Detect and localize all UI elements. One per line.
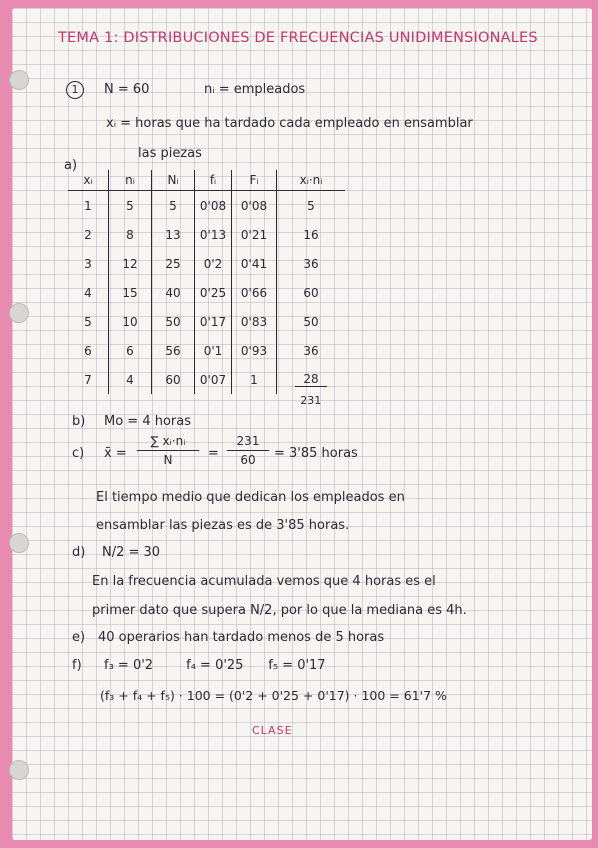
table-row	[68, 307, 345, 336]
frequency-table	[68, 170, 345, 410]
cell-fi: 0'25	[195, 278, 232, 307]
table-row	[68, 336, 345, 365]
cell-Ni: 5	[152, 191, 195, 221]
cell-xini: 50	[277, 307, 346, 336]
header-Fi: Fᵢ	[232, 170, 277, 191]
relative-frequencies: f₃ = 0'2 f₄ = 0'25 f₅ = 0'17	[104, 658, 326, 673]
cell-Fi: 0'93	[232, 336, 277, 365]
cell-Ni: 56	[152, 336, 195, 365]
fraction-numerator: ∑ xᵢ·nᵢ	[150, 434, 186, 448]
mean-conclusion-line2: ensamblar las piezas es de 3'85 horas.	[96, 518, 350, 533]
table-row	[68, 220, 345, 249]
cell-Fi: 0'83	[232, 307, 277, 336]
half-n: N/2 = 30	[102, 545, 161, 560]
table-sum-row	[68, 394, 345, 410]
binder-hole-middle	[9, 303, 29, 323]
fraction-numerator: 231	[236, 434, 260, 448]
header-xi: xᵢ	[68, 170, 109, 191]
mean-symbol: x̄ =	[104, 446, 127, 461]
cell-xi: 2	[84, 227, 92, 242]
cell-xi: 4	[84, 285, 92, 300]
cell-fi: 0'17	[195, 307, 232, 336]
table-row	[68, 249, 345, 278]
table-row	[68, 278, 345, 307]
cell-ni: 15	[109, 278, 152, 307]
cell-xini: 16	[277, 220, 346, 249]
binder-hole-top	[9, 70, 29, 90]
cell-Fi: 0'66	[232, 278, 277, 307]
cell-Ni: 50	[152, 307, 195, 336]
xi-definition-line1: xᵢ = horas que ha tardado cada empleado en ensamblar	[106, 116, 473, 131]
part-b-label: b)	[72, 414, 86, 429]
binder-hole-bottom	[9, 760, 29, 780]
equals-sign: =	[208, 446, 219, 461]
cell-ni: 8	[109, 220, 152, 249]
cell-xi: 1	[84, 198, 92, 213]
header-fi: fᵢ	[195, 170, 232, 191]
xi-definition-line2: las piezas	[138, 146, 202, 161]
ni-definition: nᵢ = empleados	[204, 82, 306, 97]
median-conclusion-line1: En la frecuencia acumulada vemos que 4 horas es el	[92, 574, 436, 589]
last-xini-value: 28	[295, 372, 326, 387]
fraction-denominator: 60	[240, 453, 256, 467]
cell-Fi: 0'08	[232, 191, 277, 221]
part-a-label: a)	[64, 158, 78, 173]
notebook-page	[12, 8, 592, 840]
cell-Fi: 0'41	[232, 249, 277, 278]
mean-result: = 3'85 horas	[274, 446, 358, 461]
n-total: N = 60	[104, 82, 150, 97]
cell-Ni: 40	[152, 278, 195, 307]
header-ni: nᵢ	[109, 170, 152, 191]
problem-number: 1	[66, 81, 84, 99]
cell-Fi: 1	[232, 365, 277, 394]
part-d-label: d)	[72, 545, 86, 560]
cell-ni: 10	[109, 307, 152, 336]
cell-fi: 0'2	[195, 249, 232, 278]
sum-xini: 231	[300, 394, 322, 407]
part-e-label: e)	[72, 630, 86, 645]
cell-xini: 36	[277, 336, 346, 365]
cell-xini: 60	[277, 278, 346, 307]
part-c-label: c)	[72, 446, 85, 461]
table-row	[68, 365, 345, 394]
median-conclusion-line2: primer dato que supera N/2, por lo que la mediana es 4h.	[92, 603, 467, 618]
cell-fi: 0'08	[195, 191, 232, 221]
cell-Ni: 13	[152, 220, 195, 249]
part-e-answer: 40 operarios han tardado menos de 5 horas	[98, 630, 385, 645]
page-title: TEMA 1: DISTRIBUCIONES DE FRECUENCIAS UNIDIMENSIONALES	[58, 30, 538, 46]
table-header-row	[68, 170, 345, 191]
cell-ni: 12	[109, 249, 152, 278]
header-Ni: Nᵢ	[152, 170, 195, 191]
cell-fi: 0'13	[195, 220, 232, 249]
fraction-denominator: N	[163, 453, 173, 467]
table-row	[68, 191, 345, 221]
cell-Ni: 60	[152, 365, 195, 394]
cell-xi: 7	[84, 372, 92, 387]
notebook-brand-label: CLASE	[252, 724, 293, 737]
header-xini: xᵢ·nᵢ	[277, 170, 346, 191]
cell-Fi: 0'21	[232, 220, 277, 249]
mean-fraction-formula	[137, 434, 199, 467]
cell-ni: 5	[109, 191, 152, 221]
cell-xini: 5	[277, 191, 346, 221]
mode-answer: Mo = 4 horas	[104, 414, 192, 429]
cell-xini	[277, 365, 346, 394]
part-f-label: f)	[72, 658, 82, 673]
cell-fi: 0'1	[195, 336, 232, 365]
percentage-calculation: (f₃ + f₄ + f₅) · 100 = (0'2 + 0'25 + 0'17) · 100 = 61'7 %	[100, 688, 447, 703]
cell-ni: 6	[109, 336, 152, 365]
cell-xi: 5	[84, 314, 92, 329]
mean-conclusion-line1: El tiempo medio que dedican los empleados en	[96, 490, 405, 505]
cell-fi: 0'07	[195, 365, 232, 394]
cell-xi: 3	[84, 256, 92, 271]
cell-Ni: 25	[152, 249, 195, 278]
cell-xi: 6	[84, 343, 92, 358]
cell-xini: 36	[277, 249, 346, 278]
cell-ni: 4	[109, 365, 152, 394]
mean-fraction-values	[227, 434, 269, 467]
binder-hole-lower	[9, 533, 29, 553]
